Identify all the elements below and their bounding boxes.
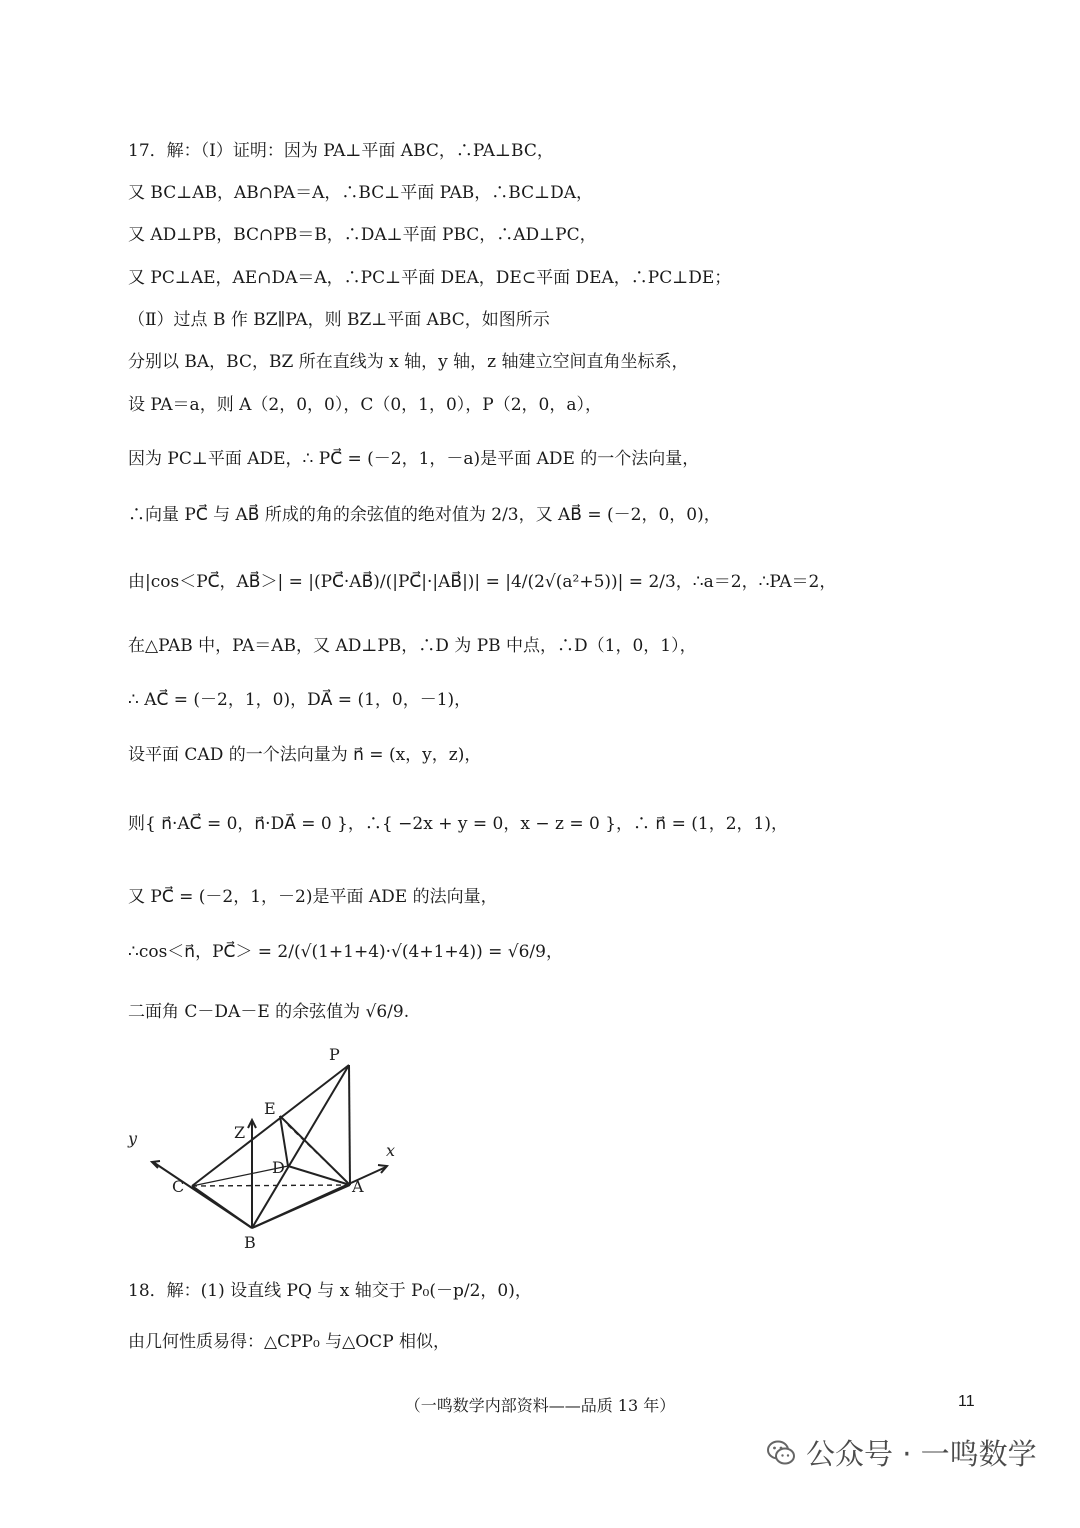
label-c: C: [172, 1177, 185, 1196]
edge-pc: [192, 1065, 349, 1186]
solution-17-line-13: 设平面 CAD 的一个法向量为 n⃗ = (x，y，z)，: [128, 745, 482, 765]
label-x: x: [386, 1141, 396, 1160]
page-number: 11: [958, 1393, 975, 1410]
solution-17-line-10: 由|cos＜PC⃗，AB⃗＞| = |(PC⃗·AB⃗)/(|PC⃗|·|AB⃗|)| = |4/(2√(a²+5))| = 2/3，∴a＝2，∴PA＝2，: [128, 572, 837, 592]
solution-17-line-1: 17．解：（Ⅰ）证明：因为 PA⊥平面 ABC，∴PA⊥BC，: [128, 141, 554, 161]
label-d: D: [272, 1158, 285, 1177]
solution-17-line-12: ∴ AC⃗ = (－2，1，0)，DA⃗ = (1，0，－1)，: [128, 690, 472, 710]
solution-17-line-17: 二面角 C－DA－E 的余弦值为 √6/9.: [128, 1002, 410, 1022]
edge-pa: [349, 1065, 350, 1185]
geometry-figure: [120, 1040, 420, 1255]
solution-17-line-7: 设 PA＝a，则 A（2，0，0），C（0，1，0），P（2，0，a），: [128, 395, 602, 415]
solution-17-line-3: 又 AD⊥PB，BC∩PB＝B，∴DA⊥平面 PBC，∴AD⊥PC，: [128, 225, 597, 245]
edge-ca-dashed: [192, 1185, 350, 1186]
solution-17-line-6: 分别以 BA，BC，BZ 所在直线为 x 轴，y 轴，z 轴建立空间直角坐标系，: [128, 352, 689, 372]
solution-17-line-5: （Ⅱ）过点 B 作 BZ∥PA，则 BZ⊥平面 ABC，如图所示: [128, 310, 550, 330]
label-a: A: [352, 1177, 364, 1196]
label-p: P: [329, 1045, 340, 1064]
solution-17-line-16: ∴cos＜n⃗，PC⃗＞ = 2/(√(1+1+4)·√(4+1+4)) = √6/9，: [128, 942, 563, 962]
solution-17-line-9: ∴向量 PC⃗ 与 AB⃗ 所成的角的余弦值的绝对值为 2/3，又 AB⃗ = (－2，0，0)，: [128, 505, 721, 525]
geometry-figure-svg: [120, 1040, 420, 1255]
solution-18-line-2: 由几何性质易得：△CPP₀ 与△OCP 相似，: [128, 1332, 451, 1352]
watermark: [766, 1432, 1037, 1473]
watermark-text: 公众号 · 一鸣数学: [806, 1437, 1037, 1471]
footer-text: （一鸣数学内部资料——品质 13 年）: [404, 1396, 676, 1415]
label-b: B: [244, 1233, 256, 1252]
edge-cb: [192, 1186, 252, 1228]
solution-17-line-15: 又 PC⃗ = (－2，1，－2)是平面 ADE 的法向量，: [128, 887, 498, 907]
edge-ba: [252, 1185, 350, 1228]
label-e: E: [264, 1099, 276, 1118]
label-z: Z: [234, 1123, 246, 1142]
edge-pb: [252, 1065, 349, 1228]
wechat-icon: [766, 1438, 796, 1468]
solution-17-line-4: 又 PC⊥AE，AE∩DA＝A，∴PC⊥平面 DEA，DE⊂平面 DEA，∴PC⊥DE；: [128, 268, 732, 288]
solution-17-line-8: 因为 PC⊥平面 ADE，∴ PC⃗ = (－2，1，－a)是平面 ADE 的一个法向量，: [128, 449, 700, 469]
solution-17-line-2: 又 BC⊥AB，AB∩PA＝A，∴BC⊥平面 PAB，∴BC⊥DA，: [128, 183, 593, 203]
solution-18-line-1: 18．解：(1) 设直线 PQ 与 x 轴交于 P₀(－p/2，0)，: [128, 1281, 532, 1301]
label-y: y: [128, 1129, 138, 1148]
solution-17-line-11: 在△PAB 中，PA＝AB，又 AD⊥PB，∴D 为 PB 中点，∴D（1，0，1），: [128, 636, 697, 656]
solution-17-line-14: 则{ n⃗·AC⃗ = 0，n⃗·DA⃗ = 0 }，∴{ −2x + y = 0，x − z = 0 }，∴ n⃗ = (1，2，1)，: [128, 814, 788, 834]
